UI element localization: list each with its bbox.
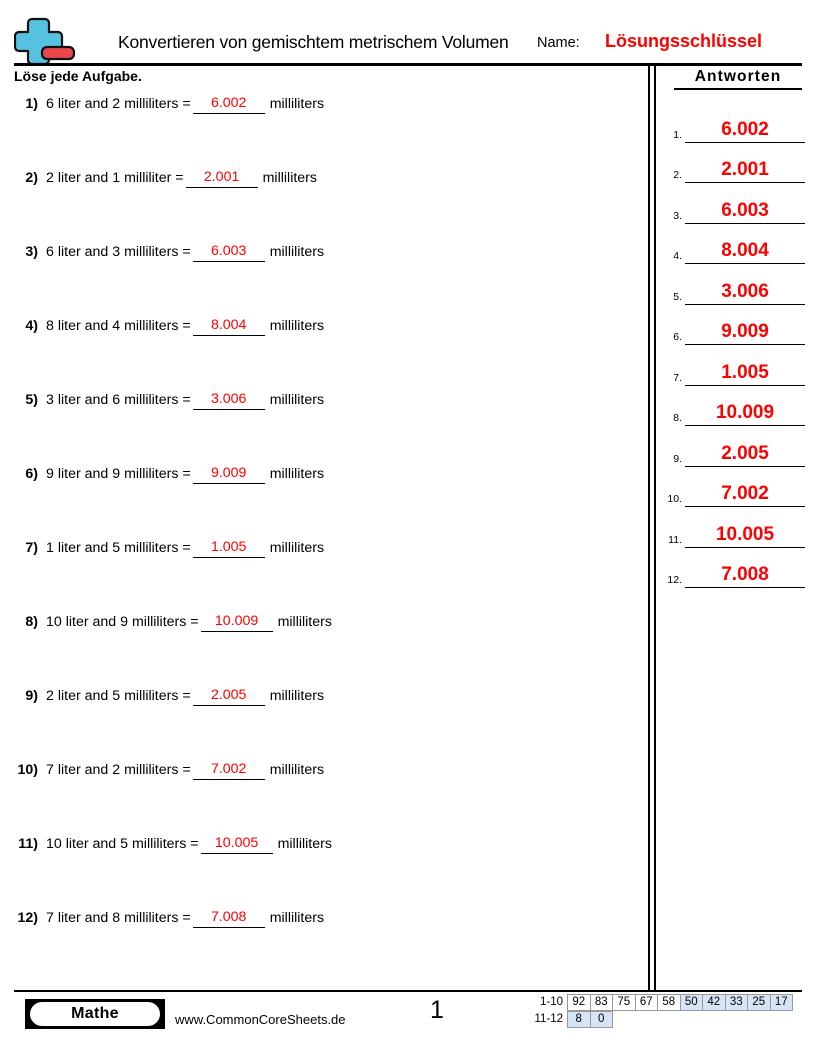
problem-text: 6 liter and 2 milliliters =	[46, 96, 191, 112]
grade-cell: 25	[747, 994, 771, 1011]
problem-unit-label: milliliters	[269, 392, 325, 408]
answer-row	[660, 507, 805, 548]
problem-list	[0, 94, 640, 982]
grade-row-label: 11-12	[534, 1013, 563, 1025]
answer-number: 10.	[667, 493, 682, 505]
problem-text: 2 liter and 1 milliliter =	[46, 170, 184, 186]
answer-list	[660, 102, 805, 588]
problem-answer-blank[interactable]: 7.008	[193, 908, 265, 928]
problem-answer-blank[interactable]: 1.005	[193, 538, 265, 558]
brand-label: Mathe	[30, 1002, 160, 1026]
problem-text: 9 liter and 9 milliliters =	[46, 466, 191, 482]
problem-unit-label: milliliters	[269, 318, 325, 334]
answer-key-panel	[660, 68, 805, 588]
footer-divider-rule	[14, 990, 802, 992]
commoncoresheets-logo-icon	[14, 16, 76, 64]
answer-value: 8.004	[685, 240, 805, 264]
problem-number: 6)	[25, 466, 38, 482]
grade-cell: 42	[702, 994, 726, 1011]
grade-cell: 92	[567, 994, 591, 1011]
grade-cell: 8	[567, 1011, 591, 1028]
problem-answer-blank[interactable]: 3.006	[193, 390, 265, 410]
problem-row	[0, 168, 640, 242]
problem-text: 10 liter and 5 milliliters =	[46, 836, 199, 852]
problem-number: 7)	[25, 540, 38, 556]
problem-unit-label: milliliters	[269, 540, 325, 556]
answers-heading: Antworten	[674, 68, 802, 90]
grade-row-label: 1-10	[539, 996, 563, 1008]
problem-answer-blank[interactable]: 9.009	[193, 464, 265, 484]
problem-row	[0, 390, 640, 464]
problem-unit-label: milliliters	[262, 170, 317, 186]
answer-value: 10.009	[685, 402, 805, 426]
problem-number: 1)	[25, 96, 38, 112]
answer-row	[660, 467, 805, 508]
problem-text: 1 liter and 5 milliliters =	[46, 540, 191, 556]
divider-line-left	[648, 66, 650, 990]
answer-number: 4.	[673, 250, 682, 262]
answer-value: 2.001	[685, 159, 805, 183]
answer-row	[660, 264, 805, 305]
grade-cell: 83	[590, 994, 614, 1011]
answer-row	[660, 426, 805, 467]
problem-number: 11)	[18, 836, 38, 852]
answer-row	[660, 548, 805, 589]
instructions-text: Löse jede Aufgabe.	[14, 68, 142, 84]
problem-row	[0, 908, 640, 982]
grade-cell: 33	[725, 994, 749, 1011]
grade-cell: 75	[612, 994, 636, 1011]
answer-value: 6.003	[685, 200, 805, 224]
problem-unit-label: milliliters	[277, 614, 332, 630]
answer-number: 3.	[673, 209, 682, 222]
problem-unit-label: milliliters	[269, 688, 325, 704]
page-title: Konvertieren von gemischtem metrischem Volumen	[118, 32, 509, 52]
problem-number: 5)	[25, 392, 38, 408]
problem-answer-blank[interactable]: 10.009	[201, 612, 273, 632]
answer-number: 11.	[668, 533, 682, 546]
answer-number: 8.	[673, 412, 682, 424]
problem-answer-blank[interactable]: 6.003	[193, 242, 265, 262]
problem-answer-blank[interactable]: 6.002	[193, 94, 265, 114]
answer-value: 6.002	[685, 119, 805, 143]
problem-text: 7 liter and 8 milliliters =	[46, 910, 191, 926]
problem-text: 8 liter and 4 milliliters =	[46, 318, 191, 334]
problem-row	[0, 464, 640, 538]
answer-row	[660, 305, 805, 346]
problem-number: 8)	[25, 614, 38, 630]
problem-text: 3 liter and 6 milliliters =	[46, 392, 191, 408]
problem-answer-blank[interactable]: 10.005	[201, 834, 273, 854]
problem-number: 12)	[17, 910, 38, 926]
page-number: 1	[430, 996, 444, 1024]
problem-unit-label: milliliters	[269, 96, 325, 112]
answer-number: 5.	[673, 290, 682, 303]
problem-answer-blank[interactable]: 2.005	[193, 686, 265, 706]
answer-number: 9.	[673, 452, 682, 465]
answer-value: 2.005	[685, 443, 805, 467]
problem-text: 2 liter and 5 milliliters =	[46, 688, 191, 704]
problem-text: 7 liter and 2 milliliters =	[46, 762, 191, 778]
name-field-label: Name:	[537, 35, 580, 51]
problem-row	[0, 760, 640, 834]
problem-number: 4)	[25, 318, 38, 334]
answer-value: 3.006	[685, 281, 805, 305]
problem-row	[0, 94, 640, 168]
answer-row	[660, 102, 805, 143]
site-url-text: www.CommonCoreSheets.de	[175, 1012, 346, 1027]
problem-row	[0, 242, 640, 316]
grade-cell: 67	[635, 994, 659, 1011]
problem-answer-blank[interactable]: 7.002	[193, 760, 265, 780]
answer-value: 10.005	[685, 524, 805, 548]
problem-unit-label: milliliters	[269, 244, 325, 260]
problem-row	[0, 538, 640, 612]
problem-row	[0, 686, 640, 760]
grading-scale-table	[528, 994, 793, 1028]
answer-row	[660, 224, 805, 265]
answer-row	[660, 143, 805, 184]
column-divider	[648, 66, 657, 990]
answer-number: 6.	[673, 331, 682, 343]
grade-cell: 50	[680, 994, 704, 1011]
answer-number: 1.	[673, 128, 682, 141]
divider-line-right	[654, 66, 656, 990]
answer-row	[660, 345, 805, 386]
problem-unit-label: milliliters	[277, 836, 332, 852]
grade-row	[528, 994, 793, 1011]
problem-unit-label: milliliters	[269, 910, 325, 926]
problem-answer-blank[interactable]: 2.001	[186, 168, 258, 188]
answer-row	[660, 183, 805, 224]
answer-number: 12.	[667, 574, 682, 586]
answer-value: 7.008	[685, 564, 805, 588]
answer-value: 9.009	[685, 321, 805, 345]
worksheet-header	[14, 16, 802, 64]
grade-cell: 58	[657, 994, 681, 1011]
header-divider-rule	[14, 63, 802, 66]
problem-number: 2)	[25, 170, 38, 186]
problem-text: 10 liter and 9 milliliters =	[46, 614, 199, 630]
answer-key-badge: Lösungsschlüssel	[605, 31, 763, 51]
answer-number: 7.	[673, 371, 682, 384]
problem-row	[0, 834, 640, 908]
problem-unit-label: milliliters	[269, 466, 325, 482]
answer-value: 7.002	[685, 483, 805, 507]
answer-value: 1.005	[685, 362, 805, 386]
problem-answer-blank[interactable]: 8.004	[193, 316, 265, 336]
grade-cell: 0	[590, 1011, 614, 1028]
problem-row	[0, 316, 640, 390]
grade-cell: 17	[770, 994, 794, 1011]
brand-badge	[25, 999, 165, 1029]
problem-unit-label: milliliters	[269, 762, 325, 778]
problem-number: 10)	[17, 762, 38, 778]
answer-row	[660, 386, 805, 427]
problem-row	[0, 612, 640, 686]
problem-number: 9)	[25, 688, 38, 704]
grade-row	[528, 1011, 793, 1028]
answer-number: 2.	[673, 169, 682, 181]
problem-text: 6 liter and 3 milliliters =	[46, 244, 191, 260]
problem-number: 3)	[25, 244, 38, 260]
